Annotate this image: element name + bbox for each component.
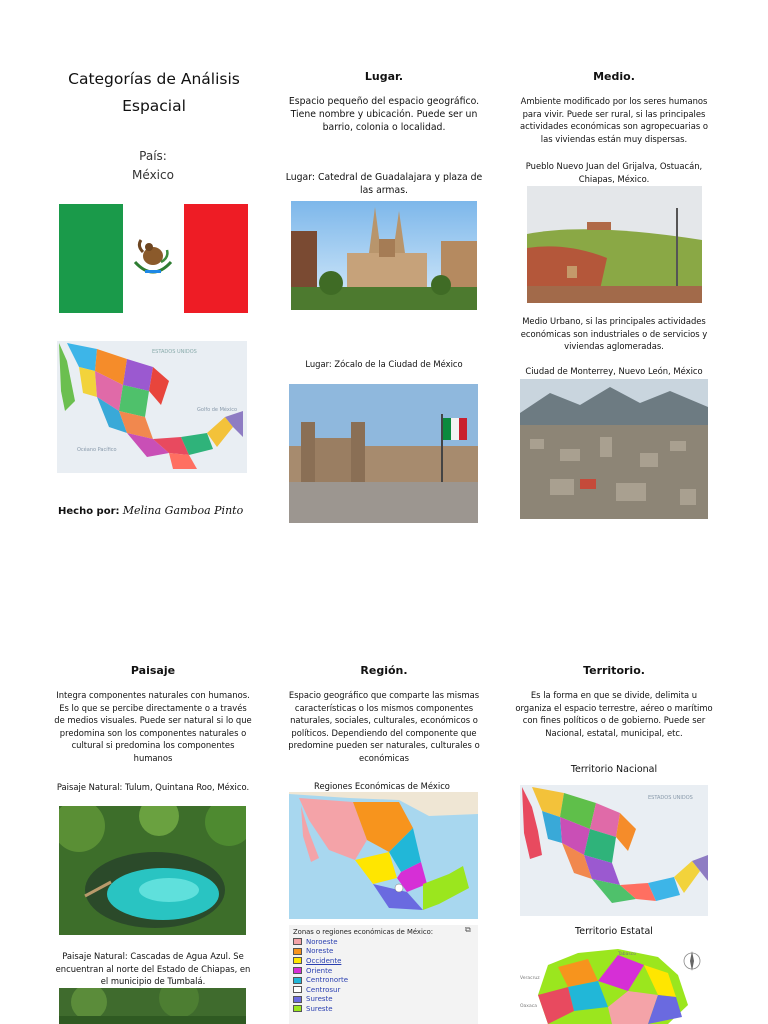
legend-swatch <box>293 948 302 955</box>
svg-text:Tabasco: Tabasco <box>618 952 636 957</box>
guadalajara-cathedral-photo <box>291 201 477 310</box>
svg-text:Veracruz: Veracruz <box>520 976 540 981</box>
legend-item: Noroeste <box>291 937 431 947</box>
national-territory-map <box>520 785 708 916</box>
region-definition: Espacio geográfico que comparte las mismas características o los mismos componentes naturales, sociales, culturales, económicos o políticos. Dependiendo del componente que predomine pueden ser naturales, culturales o económicas <box>288 690 480 763</box>
lugar-definition: Espacio pequeño del espacio geográfico. Tiene nombre y ubicación. Puede ser un barrio, colonia o localidad. <box>288 96 480 133</box>
region-heading: Región. <box>360 664 408 677</box>
medio-heading: Medio. <box>593 70 635 83</box>
territorio-definition: Es la forma en que se divide, delimita u organiza el espacio terrestre, aéreo o marítimo con fines políticos o de gobierno. Puede ser Nacional, estatal, municipal, etc. <box>515 690 713 738</box>
page-title: Categorías de Análisis Espacial <box>68 70 240 115</box>
svg-text:ESTADOS UNIDOS: ESTADOS UNIDOS <box>648 795 693 801</box>
territorio-nacional-label: Territorio Nacional <box>570 764 658 775</box>
agua-azul-photo <box>59 988 246 1024</box>
medio-rural-definition: Ambiente modificado por los seres humanos para vivir. Puede ser rural, si las principales actividades económicas son agropecuarias o las viviendas están muy dispersas. <box>520 96 708 144</box>
country-label: País: <box>139 149 167 163</box>
lugar-example-1: Lugar: Catedral de Guadalajara y plaza de las armas. <box>285 172 483 196</box>
country-value: México <box>132 168 174 182</box>
author-label: Hecho por: <box>58 506 120 517</box>
paisaje-example-1: Paisaje Natural: Tulum, Quintana Roo, México. <box>56 782 250 792</box>
territorio-estatal-label: Territorio Estatal <box>575 926 653 937</box>
svg-text:Oaxaca: Oaxaca <box>520 1004 537 1009</box>
medio-urban-example: Ciudad de Monterrey, Nuevo León, México <box>525 366 703 376</box>
medio-urban-definition: Medio Urbano, si las principales actividades económicas son industriales o de servicios y viviendas aglomeradas. <box>520 316 708 351</box>
legend-swatch <box>293 967 302 974</box>
legend-item: Centrosur <box>291 985 431 995</box>
legend-item: Sureste <box>291 1004 431 1014</box>
mexico-states-map <box>57 341 247 473</box>
paisaje-definition: Integra componentes naturales con humanos. Es lo que se percibe directamente o a través de medios visuales. Puede ser natural si lo que predomina son los componentes naturales o cultural si predomina los componentes humanos <box>54 690 252 763</box>
region-map-caption: Regiones Económicas de México <box>314 781 450 791</box>
legend-list <box>291 937 431 1014</box>
legend-item: Oriente <box>291 966 431 976</box>
legend-swatch <box>293 986 302 993</box>
legend-swatch <box>293 1005 302 1012</box>
legend-swatch <box>293 957 302 964</box>
author-name: Melina Gamboa Pinto <box>122 504 244 517</box>
legend-swatch <box>293 938 302 945</box>
zocalo-photo <box>289 384 478 523</box>
lugar-heading: Lugar. <box>364 70 404 83</box>
legend-title: Zonas o regiones económicas de México: <box>293 928 434 936</box>
expand-icon[interactable]: ⧉ <box>465 925 471 934</box>
author-credit <box>58 504 258 519</box>
legend-item: Occidente <box>291 956 431 966</box>
legend-item: Centronorte <box>291 975 431 985</box>
legend-item: Sureste <box>291 995 431 1005</box>
state-territory-map <box>518 945 710 1024</box>
medio-rural-example: Pueblo Nuevo Juan del Grijalva, Ostuacán, Chiapas, México. <box>525 161 703 184</box>
economic-regions-map <box>289 792 478 919</box>
legend-swatch <box>293 996 302 1003</box>
legend-swatch <box>293 977 302 984</box>
rural-town-photo <box>527 186 702 303</box>
mexico-flag <box>59 204 248 313</box>
svg-text:ESTADOS UNIDOS: ESTADOS UNIDOS <box>152 349 197 355</box>
svg-text:Golfo de México: Golfo de México <box>197 407 238 413</box>
territorio-heading: Territorio. <box>583 664 645 677</box>
legend-item: Noreste <box>291 947 431 957</box>
paisaje-heading: Paisaje <box>130 664 176 677</box>
region-legend <box>289 925 478 1024</box>
coat-of-arms-icon <box>127 232 179 284</box>
monterrey-photo <box>520 379 708 519</box>
lugar-example-2: Lugar: Zócalo de la Ciudad de México <box>305 359 463 369</box>
paisaje-example-2: Paisaje Natural: Cascadas de Agua Azul. Se encuentran al norte del Estado de Chiapas, en el municipio de Tumbalá. <box>55 951 251 986</box>
tulum-cenote-photo <box>59 806 246 935</box>
svg-text:Océano Pacífico: Océano Pacífico <box>77 447 117 453</box>
